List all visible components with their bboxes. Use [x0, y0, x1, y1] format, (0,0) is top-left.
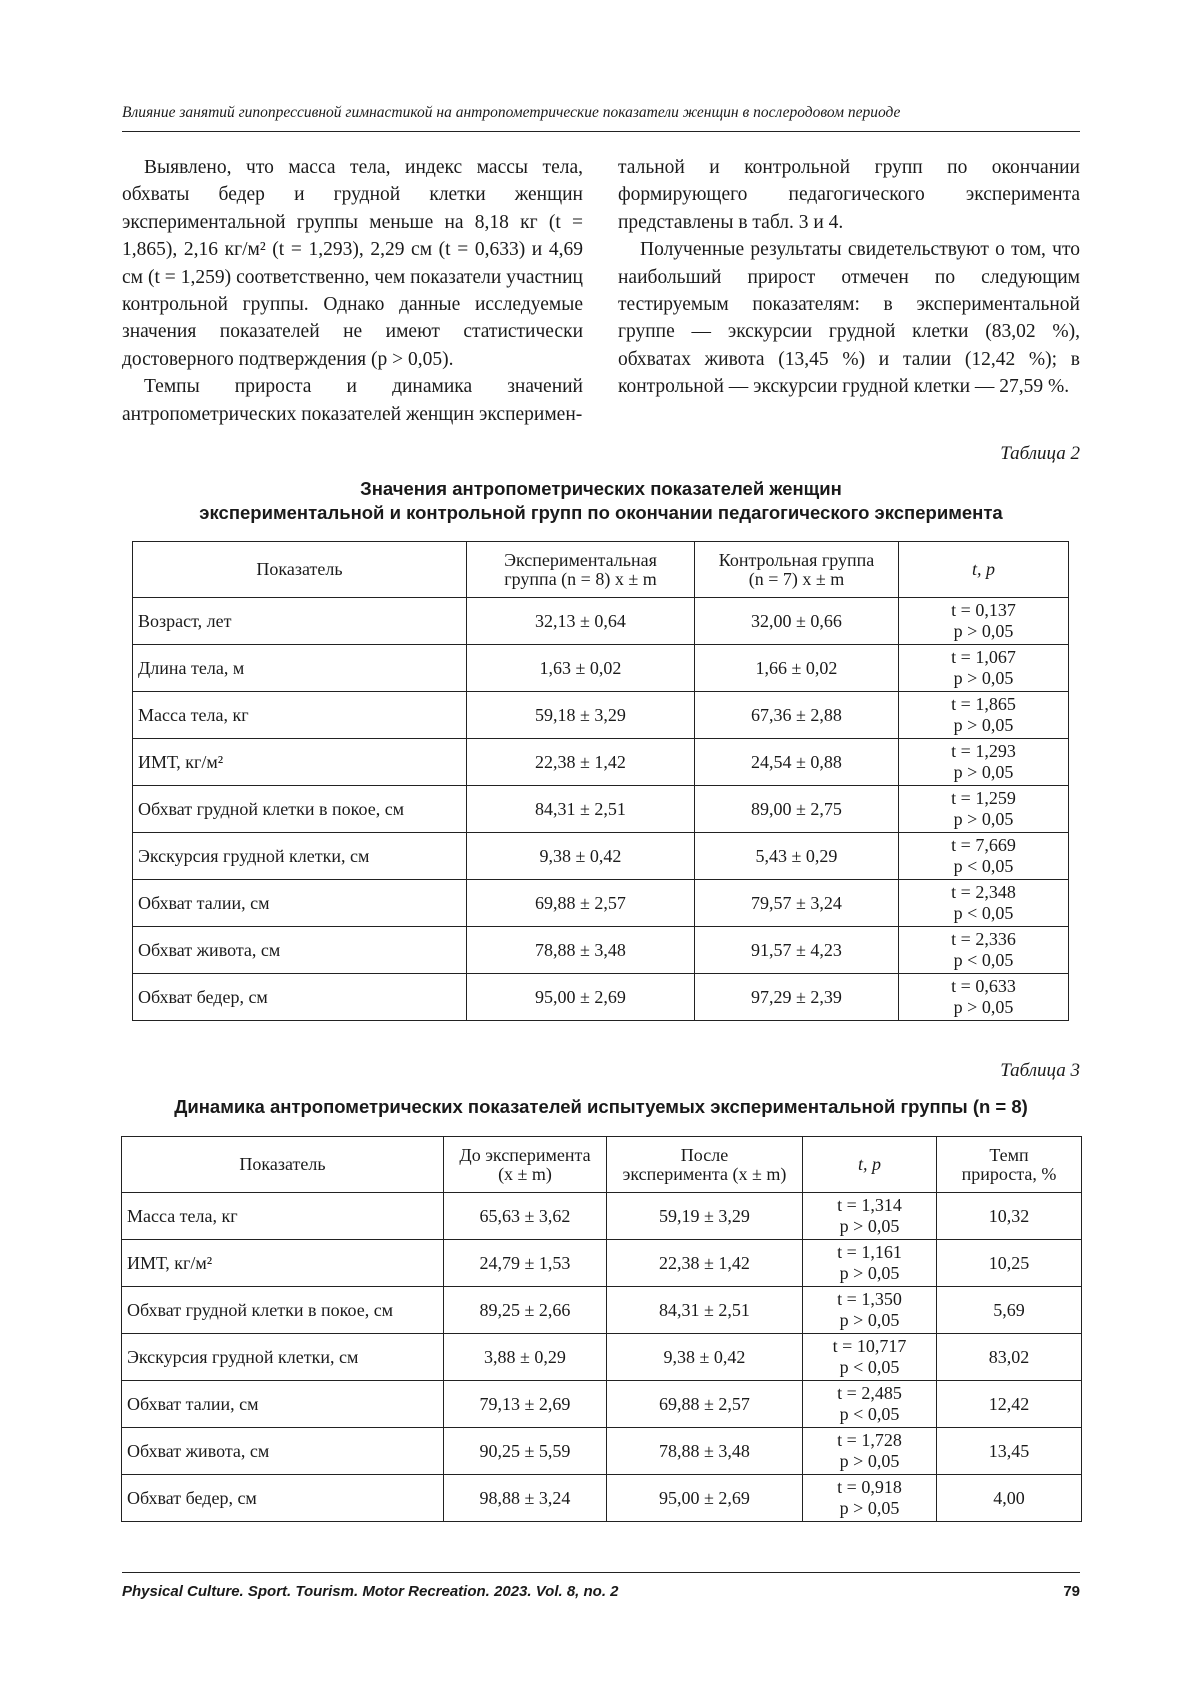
tp-cell: [803, 1475, 937, 1522]
before-cell: 65,63 ± 3,62: [444, 1193, 607, 1240]
tp-cell: [899, 880, 1069, 927]
table-row: [133, 927, 1069, 974]
indicator-cell: Обхват грудной клетки в покое, см: [133, 786, 467, 833]
header-line: (x ± m): [498, 1163, 552, 1184]
body-column-right: [618, 154, 1080, 401]
header-line: эксперимента (x ± m): [622, 1163, 787, 1184]
indicator-cell: ИМТ, кг/м²: [122, 1240, 444, 1287]
before-cell: 98,88 ± 3,24: [444, 1475, 607, 1522]
header-indicator: Показатель: [122, 1137, 444, 1193]
table3: [121, 1136, 1082, 1522]
control-cell: 79,57 ± 3,24: [695, 880, 899, 927]
control-cell: 91,57 ± 4,23: [695, 927, 899, 974]
paragraph: тальной и контрольной групп по окончании формирующего педагогического эксперимента представлены в табл. 3 и 4.: [618, 157, 1080, 233]
t-value: t = 7,669: [951, 835, 1016, 855]
indicator-cell: ИМТ, кг/м²: [133, 739, 467, 786]
table2-caption: [122, 477, 1080, 525]
tp-cell: [803, 1381, 937, 1428]
tp-cell: [899, 927, 1069, 974]
before-cell: 90,25 ± 5,59: [444, 1428, 607, 1475]
t-value: t = 1,161: [837, 1242, 902, 1262]
p-value: p > 0,05: [839, 1310, 900, 1330]
header-control: [695, 542, 899, 598]
paragraph: Выявлено, что масса тела, индекс массы тела, обхваты бедер и грудной клетки женщин экспериментальной группы меньше на 8,18 кг (t = 1,865), 2,16 кг/м² (t = 1,293), 2,29 см (t = 0,633) и 4,69 см (t = 1,259) соответственно, чем показатели участниц контрольной группы. Однако данные исследуемые значения показателей не имеют статистически достоверного подтверждения (p > 0,05).: [122, 157, 583, 370]
indicator-cell: Обхват грудной клетки в покое, см: [122, 1287, 444, 1334]
indicator-cell: Длина тела, м: [133, 645, 467, 692]
t-value: t = 1,293: [951, 741, 1016, 761]
p-value: p > 0,05: [953, 762, 1014, 782]
header-line: прироста, %: [961, 1163, 1057, 1184]
p-value: p < 0,05: [953, 903, 1014, 923]
indicator-cell: Обхват живота, см: [133, 927, 467, 974]
t-value: t = 1,865: [951, 694, 1016, 714]
header-line: (n = 7) x ± m: [748, 568, 845, 589]
table-row: [133, 692, 1069, 739]
after-cell: 22,38 ± 1,42: [607, 1240, 803, 1287]
table-row: [122, 1381, 1082, 1428]
table2-label: Таблица 2: [1000, 443, 1080, 464]
header-tp: t, p: [899, 542, 1069, 598]
header-line: группа (n = 8) x ± m: [504, 568, 657, 589]
p-value: p > 0,05: [953, 809, 1014, 829]
header-line: Темп: [989, 1144, 1029, 1165]
header-experimental: [467, 542, 695, 598]
table3-label: Таблица 3: [1000, 1060, 1080, 1081]
after-cell: 69,88 ± 2,57: [607, 1381, 803, 1428]
indicator-cell: Масса тела, кг: [133, 692, 467, 739]
p-value: p > 0,05: [839, 1263, 900, 1283]
after-cell: 84,31 ± 2,51: [607, 1287, 803, 1334]
table-row: [133, 833, 1069, 880]
table-row: [122, 1428, 1082, 1475]
table2-caption-line: экспериментальной и контрольной групп по окончании педагогического эксперимента: [199, 502, 1003, 523]
t-value: t = 0,918: [837, 1477, 902, 1497]
table-row: [122, 1475, 1082, 1522]
t-value: t = 10,717: [832, 1336, 907, 1356]
experimental-cell: 1,63 ± 0,02: [467, 645, 695, 692]
header-line: После: [680, 1144, 729, 1165]
indicator-cell: Возраст, лет: [133, 598, 467, 645]
table-header-row: [122, 1137, 1082, 1193]
table-row: [122, 1287, 1082, 1334]
t-value: t = 0,137: [951, 600, 1016, 620]
header-line: До эксперимента: [459, 1144, 591, 1165]
p-value: p > 0,05: [839, 1216, 900, 1236]
t-value: t = 2,485: [837, 1383, 902, 1403]
p-value: p < 0,05: [953, 856, 1014, 876]
t-value: t = 2,348: [951, 882, 1016, 902]
tp-cell: [899, 598, 1069, 645]
p-value: p > 0,05: [839, 1498, 900, 1518]
control-cell: 97,29 ± 2,39: [695, 974, 899, 1021]
rate-cell: 5,69: [937, 1287, 1082, 1334]
indicator-cell: Обхват бедер, см: [122, 1475, 444, 1522]
before-cell: 79,13 ± 2,69: [444, 1381, 607, 1428]
paragraph: Полученные результаты свидетельствуют о том, что наибольший прирост отмечен по следующим тестируемым показателям: в экспериментальной группе — экскурсии грудной клетки (83,02 %), обхватах живота (13,45 %) и талии (12,42 %); в контрольной — экскурсии грудной клетки — 27,59 %.: [618, 239, 1080, 398]
footer-divider: [122, 1572, 1080, 1573]
table-header-row: [133, 542, 1069, 598]
tp-cell: [899, 974, 1069, 1021]
experimental-cell: 22,38 ± 1,42: [467, 739, 695, 786]
paragraph: Темпы прироста и динамика значений антропометрических показателей женщин эксперимен-: [122, 376, 583, 425]
indicator-cell: Экскурсия грудной клетки, см: [133, 833, 467, 880]
after-cell: 59,19 ± 3,29: [607, 1193, 803, 1240]
table-row: [133, 880, 1069, 927]
tp-cell: [899, 786, 1069, 833]
after-cell: 9,38 ± 0,42: [607, 1334, 803, 1381]
table-row: [133, 786, 1069, 833]
t-value: t = 1,350: [837, 1289, 902, 1309]
table-row: [133, 739, 1069, 786]
header-indicator: Показатель: [133, 542, 467, 598]
header-before: [444, 1137, 607, 1193]
experimental-cell: 84,31 ± 2,51: [467, 786, 695, 833]
header-rate: [937, 1137, 1082, 1193]
table-row: [122, 1334, 1082, 1381]
table2-caption-line: Значения антропометрических показателей женщин: [360, 478, 842, 499]
header-line: Экспериментальная: [504, 549, 657, 570]
tp-cell: [803, 1334, 937, 1381]
header-after: [607, 1137, 803, 1193]
experimental-cell: 32,13 ± 0,64: [467, 598, 695, 645]
p-value: p > 0,05: [953, 997, 1014, 1017]
experimental-cell: 95,00 ± 2,69: [467, 974, 695, 1021]
rate-cell: 13,45: [937, 1428, 1082, 1475]
rate-cell: 4,00: [937, 1475, 1082, 1522]
indicator-cell: Обхват талии, см: [133, 880, 467, 927]
experimental-cell: 59,18 ± 3,29: [467, 692, 695, 739]
header-tp: t, p: [803, 1137, 937, 1193]
tp-cell: [899, 833, 1069, 880]
control-cell: 24,54 ± 0,88: [695, 739, 899, 786]
p-value: p > 0,05: [839, 1451, 900, 1471]
experimental-cell: 69,88 ± 2,57: [467, 880, 695, 927]
table2: [132, 541, 1069, 1021]
body-column-left: [122, 154, 583, 428]
experimental-cell: 9,38 ± 0,42: [467, 833, 695, 880]
tp-cell: [899, 692, 1069, 739]
before-cell: 24,79 ± 1,53: [444, 1240, 607, 1287]
indicator-cell: Обхват бедер, см: [133, 974, 467, 1021]
p-value: p < 0,05: [839, 1404, 900, 1424]
after-cell: 78,88 ± 3,48: [607, 1428, 803, 1475]
t-value: t = 2,336: [951, 929, 1016, 949]
p-value: p < 0,05: [953, 950, 1014, 970]
control-cell: 1,66 ± 0,02: [695, 645, 899, 692]
indicator-cell: Экскурсия грудной клетки, см: [122, 1334, 444, 1381]
experimental-cell: 78,88 ± 3,48: [467, 927, 695, 974]
page-number: 79: [1063, 1583, 1080, 1600]
header-line: Контрольная группа: [718, 549, 875, 570]
rate-cell: 10,25: [937, 1240, 1082, 1287]
tp-cell: [899, 739, 1069, 786]
rate-cell: 10,32: [937, 1193, 1082, 1240]
p-value: p < 0,05: [839, 1357, 900, 1377]
t-value: t = 0,633: [951, 976, 1016, 996]
indicator-cell: Обхват живота, см: [122, 1428, 444, 1475]
p-value: p > 0,05: [953, 621, 1014, 641]
before-cell: 89,25 ± 2,66: [444, 1287, 607, 1334]
header-divider: [122, 131, 1080, 132]
t-value: t = 1,259: [951, 788, 1016, 808]
t-value: t = 1,067: [951, 647, 1016, 667]
control-cell: 89,00 ± 2,75: [695, 786, 899, 833]
tp-cell: [899, 645, 1069, 692]
table-row: [122, 1193, 1082, 1240]
after-cell: 95,00 ± 2,69: [607, 1475, 803, 1522]
t-value: t = 1,314: [837, 1195, 902, 1215]
indicator-cell: Обхват талии, см: [122, 1381, 444, 1428]
running-header: Влияние занятий гипопрессивной гимнастикой на антропометрические показатели женщин в послеродовом периоде: [122, 104, 901, 121]
t-value: t = 1,728: [837, 1430, 902, 1450]
control-cell: 5,43 ± 0,29: [695, 833, 899, 880]
control-cell: 32,00 ± 0,66: [695, 598, 899, 645]
rate-cell: 83,02: [937, 1334, 1082, 1381]
footer-journal: Physical Culture. Sport. Tourism. Motor Recreation. 2023. Vol. 8, no. 2: [122, 1583, 619, 1600]
indicator-cell: Масса тела, кг: [122, 1193, 444, 1240]
before-cell: 3,88 ± 0,29: [444, 1334, 607, 1381]
table3-caption: Динамика антропометрических показателей испытуемых экспериментальной группы (n = 8): [174, 1096, 1028, 1117]
p-value: p > 0,05: [953, 668, 1014, 688]
tp-cell: [803, 1287, 937, 1334]
tp-cell: [803, 1428, 937, 1475]
rate-cell: 12,42: [937, 1381, 1082, 1428]
tp-cell: [803, 1240, 937, 1287]
p-value: p > 0,05: [953, 715, 1014, 735]
control-cell: 67,36 ± 2,88: [695, 692, 899, 739]
table-row: [133, 598, 1069, 645]
table-row: [122, 1240, 1082, 1287]
tp-cell: [803, 1193, 937, 1240]
table-row: [133, 974, 1069, 1021]
table-row: [133, 645, 1069, 692]
